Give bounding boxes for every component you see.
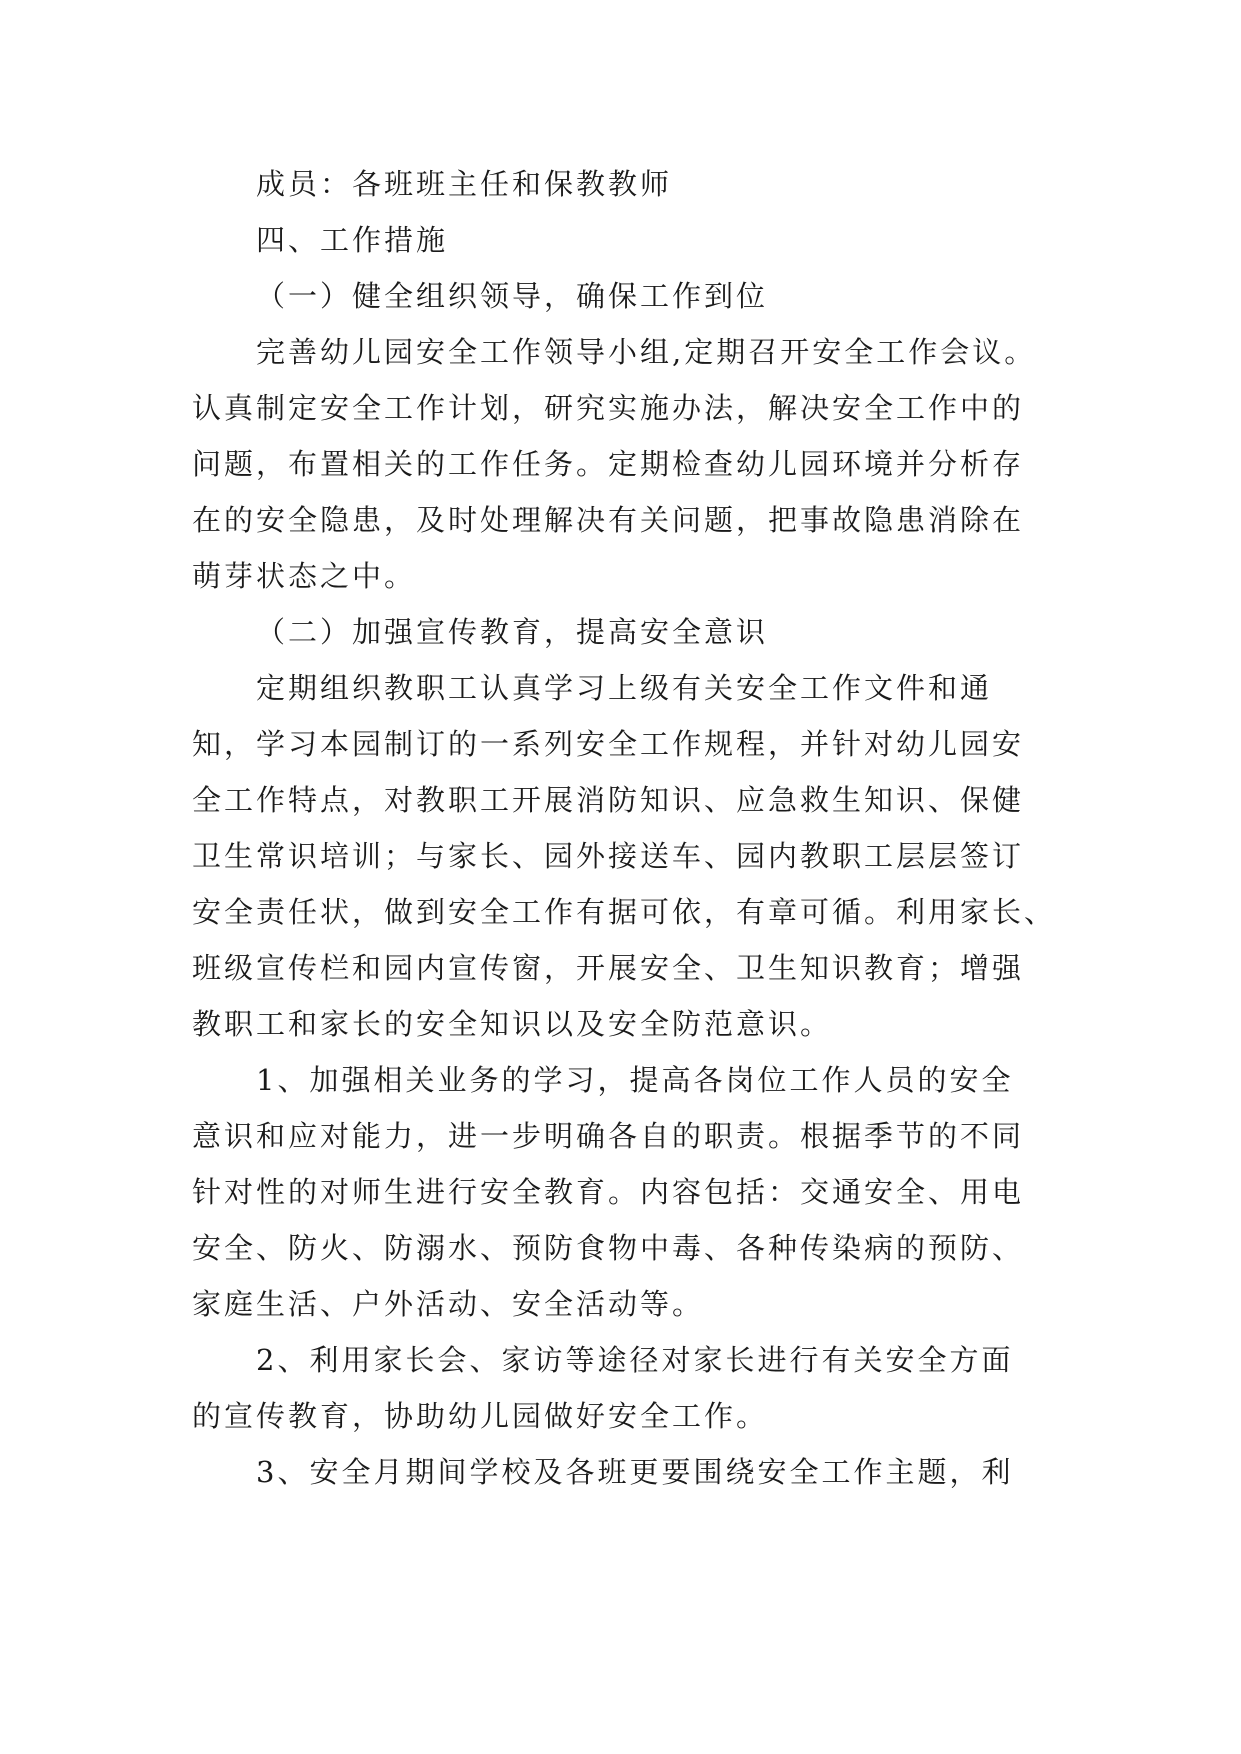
members-line: 成员：各班班主任和保教教师 [256, 167, 673, 201]
paragraph-line: 知，学习本园制订的一系列安全工作规程，并针对幼儿园安 [192, 727, 1025, 761]
paragraph-line: 萌芽状态之中。 [192, 559, 417, 593]
list-item-1: 1、加强相关业务的学习，提高各岗位工作人员的安全 [256, 1063, 1014, 1097]
paragraph-line: 全工作特点，对教职工开展消防知识、应急救生知识、保健 [192, 783, 1025, 817]
paragraph-line: 在的安全隐患，及时处理解决有关问题，把事故隐患消除在 [192, 503, 1025, 537]
paragraph-line: 安全责任状，做到安全工作有据可依，有章可循。利用家长、 [192, 895, 1057, 929]
paragraph-line: 安全、防火、防溺水、预防食物中毒、各种传染病的预防、 [192, 1231, 1025, 1265]
paragraph-line: 的宣传教育，协助幼儿园做好安全工作。 [192, 1399, 769, 1433]
paragraph-line: 完善幼儿园安全工作领导小组,定期召开安全工作会议。 [256, 335, 1037, 369]
paragraph-line: 教职工和家长的安全知识以及安全防范意识。 [192, 1007, 833, 1041]
section-heading-work-measures: 四、工作措施 [256, 223, 449, 257]
paragraph-line: 针对性的对师生进行安全教育。内容包括：交通安全、用电 [192, 1175, 1025, 1209]
paragraph-line: 班级宣传栏和园内宣传窗，开展安全、卫生知识教育；增强 [192, 951, 1025, 985]
paragraph-line: 家庭生活、户外活动、安全活动等。 [192, 1287, 705, 1321]
list-item-2: 2、利用家长会、家访等途径对家长进行有关安全方面 [256, 1343, 1014, 1377]
paragraph-line: 定期组织教职工认真学习上级有关安全工作文件和通 [256, 671, 993, 705]
paragraph-line: 认真制定安全工作计划，研究实施办法，解决安全工作中的 [192, 391, 1025, 425]
paragraph-line: 卫生常识培训；与家长、园外接送车、园内教职工层层签订 [192, 839, 1025, 873]
paragraph-line: 问题，布置相关的工作任务。定期检查幼儿园环境并分析存 [192, 447, 1025, 481]
paragraph-line: 意识和应对能力，进一步明确各自的职责。根据季节的不同 [192, 1119, 1025, 1153]
subheading-publicity: （二）加强宣传教育，提高安全意识 [256, 615, 769, 649]
subheading-organization: （一）健全组织领导，确保工作到位 [256, 279, 769, 313]
list-item-3: 3、安全月期间学校及各班更要围绕安全工作主题，利 [256, 1455, 1014, 1489]
document-body [192, 156, 1062, 1500]
